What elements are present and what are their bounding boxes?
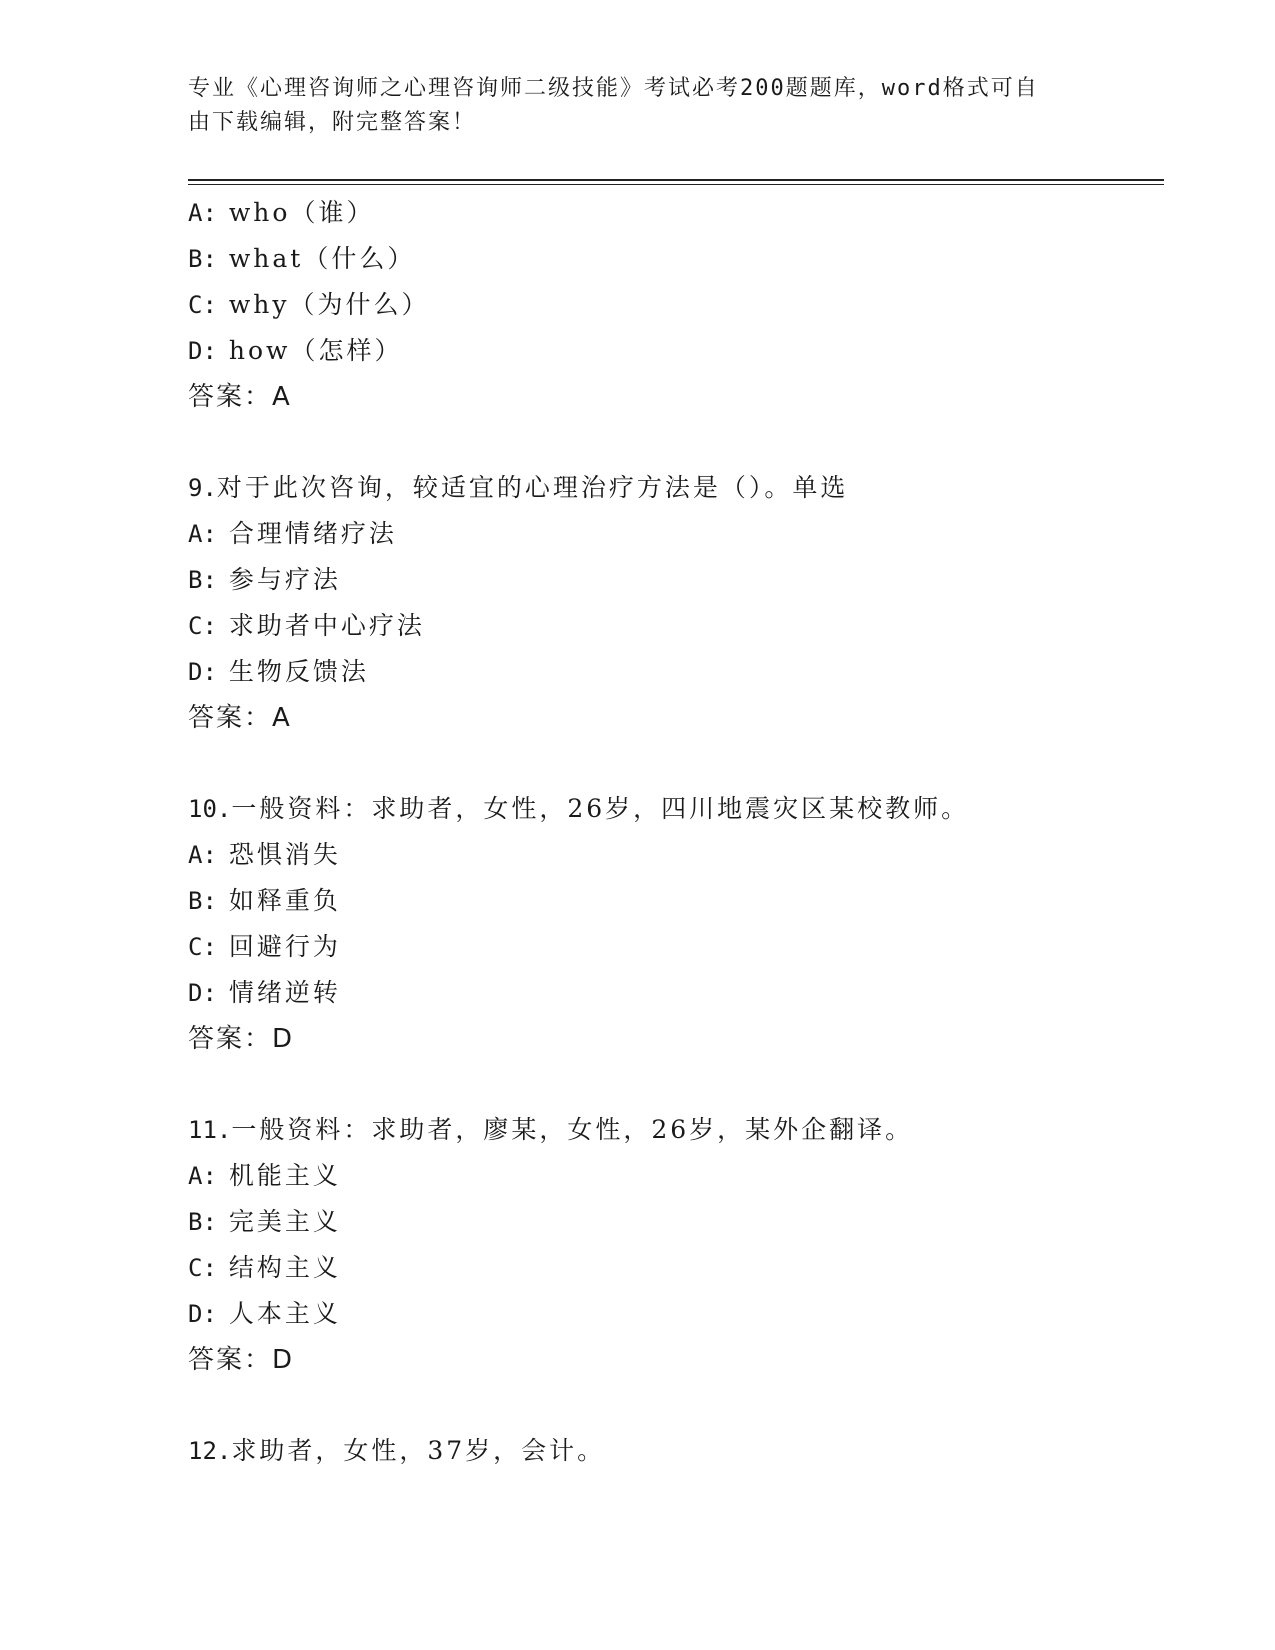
option-letter: A: xyxy=(188,199,217,227)
option-d xyxy=(188,970,1164,1016)
option-text: what（什么） xyxy=(228,244,416,273)
question-number: 12. xyxy=(188,1437,232,1465)
option-b xyxy=(188,878,1164,924)
option-letter: B: xyxy=(188,887,217,915)
option-text: 完美主义 xyxy=(228,1207,341,1236)
option-letter: C: xyxy=(188,612,217,640)
question-text: 对于此次咨询，较适宜的心理治疗方法是（）。单选 xyxy=(216,473,849,502)
option-letter: C: xyxy=(188,933,217,961)
question-line xyxy=(188,465,1164,511)
option-letter: A: xyxy=(188,841,217,869)
option-letter: D: xyxy=(188,979,217,1007)
question-number: 11. xyxy=(188,1116,232,1144)
header-divider-thick xyxy=(188,179,1164,181)
question-list xyxy=(188,190,1164,1474)
option-a xyxy=(188,1153,1164,1199)
header-divider-thin xyxy=(188,184,1164,185)
document-header xyxy=(188,72,1068,140)
option-text: 回避行为 xyxy=(228,932,341,961)
option-text: 参与疗法 xyxy=(228,565,341,594)
option-c xyxy=(188,282,1164,328)
option-text: why（为什么） xyxy=(228,290,430,319)
question-line xyxy=(188,786,1164,832)
question-number: 9. xyxy=(188,474,217,502)
option-a xyxy=(188,832,1164,878)
question-block-8 xyxy=(188,190,1164,420)
header-line-2: 由下载编辑，附完整答案！ xyxy=(188,110,477,135)
option-d xyxy=(188,328,1164,374)
option-text: 生物反馈法 xyxy=(228,657,369,686)
option-letter: B: xyxy=(188,566,217,594)
option-text: how（怎样） xyxy=(228,336,403,365)
question-text: 一般资料：求助者，廖某，女性，26岁，某外企翻译。 xyxy=(231,1115,914,1144)
option-b xyxy=(188,236,1164,282)
question-block-9 xyxy=(188,465,1164,741)
option-letter: B: xyxy=(188,1208,217,1236)
question-text: 求助者，女性，37岁，会计。 xyxy=(231,1436,606,1465)
option-b xyxy=(188,1199,1164,1245)
option-text: 情绪逆转 xyxy=(228,978,341,1007)
option-c xyxy=(188,603,1164,649)
question-line xyxy=(188,1107,1164,1153)
option-d xyxy=(188,1291,1164,1337)
block-spacer xyxy=(188,1383,1164,1428)
question-block-12 xyxy=(188,1428,1164,1474)
option-letter: C: xyxy=(188,1254,217,1282)
answer-line: 答案：D xyxy=(188,1345,295,1375)
option-letter: D: xyxy=(188,658,217,686)
question-block-11 xyxy=(188,1107,1164,1383)
question-line xyxy=(188,1428,1164,1474)
answer-line: 答案：A xyxy=(188,703,292,733)
option-b xyxy=(188,557,1164,603)
option-a xyxy=(188,511,1164,557)
block-spacer xyxy=(188,741,1164,786)
option-text: 机能主义 xyxy=(228,1161,341,1190)
header-line-1: 专业《心理咨询师之心理咨询师二级技能》考试必考200题题库，word格式可自 xyxy=(188,76,1039,101)
option-letter: A: xyxy=(188,1162,217,1190)
option-c xyxy=(188,1245,1164,1291)
question-block-10 xyxy=(188,786,1164,1062)
option-text: who（谁） xyxy=(228,198,375,227)
question-number: 10. xyxy=(188,795,232,823)
option-text: 恐惧消失 xyxy=(228,840,341,869)
option-text: 结构主义 xyxy=(228,1253,341,1282)
option-d xyxy=(188,649,1164,695)
option-text: 合理情绪疗法 xyxy=(228,519,397,548)
answer-line: 答案：D xyxy=(188,1024,295,1054)
option-letter: C: xyxy=(188,291,217,319)
answer-line: 答案：A xyxy=(188,382,292,412)
option-letter: B: xyxy=(188,245,217,273)
block-spacer xyxy=(188,1062,1164,1107)
question-text: 一般资料：求助者，女性，26岁，四川地震灾区某校教师。 xyxy=(231,794,970,823)
option-text: 人本主义 xyxy=(228,1299,341,1328)
option-text: 求助者中心疗法 xyxy=(228,611,425,640)
block-spacer xyxy=(188,420,1164,465)
option-a xyxy=(188,190,1164,236)
option-letter: D: xyxy=(188,1300,217,1328)
option-letter: D: xyxy=(188,337,217,365)
option-letter: A: xyxy=(188,520,217,548)
option-c xyxy=(188,924,1164,970)
option-text: 如释重负 xyxy=(228,886,341,915)
